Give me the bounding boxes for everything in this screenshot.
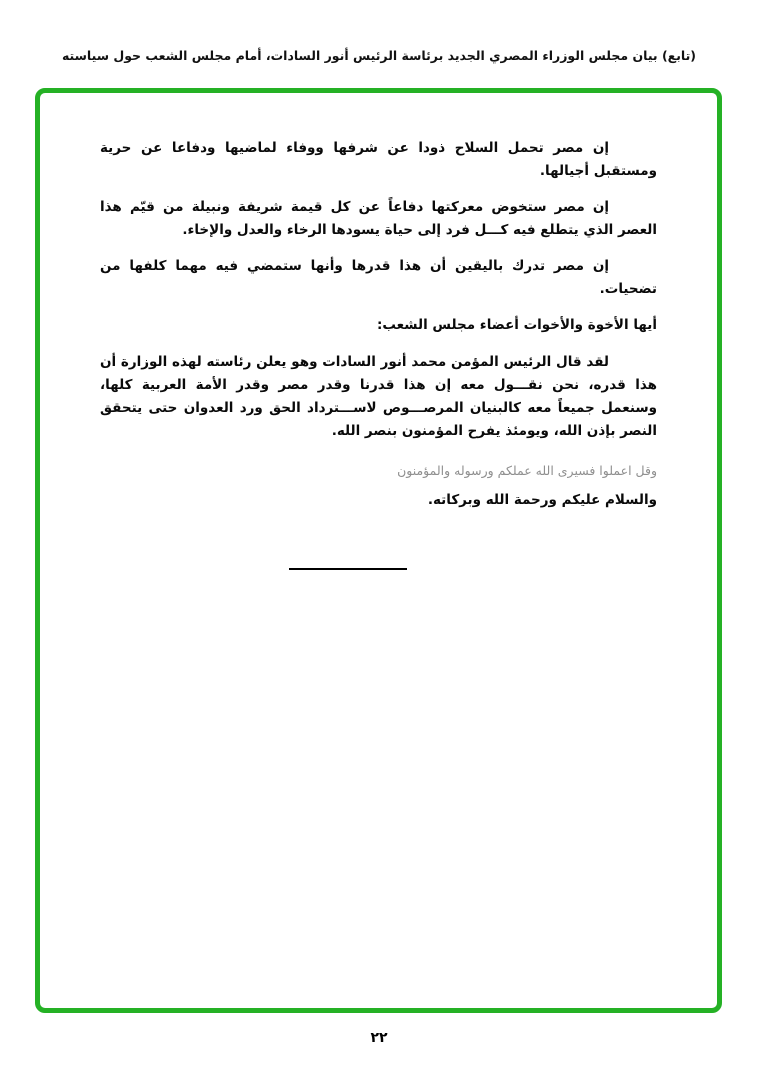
paragraph-1: إن مصر تحمل السلاح ذودا عن شرفها ووفاء لماضيها ودفاعا عن حرية ومستقبل أجيالها.	[100, 140, 657, 179]
green-border-frame	[35, 88, 722, 1013]
document-content	[40, 93, 717, 570]
section-heading: أيها الأخوة والأخوات أعضاء مجلس الشعب:	[376, 317, 657, 333]
paragraph-4: لقد قال الرئيس المؤمن محمد أنور السادات وهو يعلن رئاسته لهذه الوزارة أن هذا قدره، نحن نقـــول معه إن هذا قدرنا وقدر مصر وقدر الأمة العربية كلها، وسنعمل جميعاً معه كالبنيان المرصـــوص لاســـترداد الحق ورد العدوان حتى يتحقق النصر بإذن الله، ويومئذ يفرح المؤمنون بنصر الله.	[100, 354, 657, 439]
page-header: (تابع) بيان مجلس الوزراء المصري الجديد برئاسة الرئيس أنور السادات، أمام مجلس الشعب حول سياسته	[61, 48, 697, 63]
closing-salutation: والسلام عليكم ورحمة الله وبركاته.	[427, 492, 657, 508]
paragraph-3: إن مصر تدرك باليقين أن هذا قدرها وأنها ستمضي فيه مهما كلفها من تضحيات.	[100, 258, 657, 297]
paragraph-2: إن مصر ستخوض معركتها دفاعاً عن كل قيمة شريفة ونبيلة من قيّم هذا العصر الذي يتطلع فيه كـــل فرد إلى حياة يسودها الرخاء والعدل والإخاء.	[100, 199, 657, 238]
page-number: ٢٢	[370, 1030, 388, 1046]
quran-verse: وقل اعملوا فسيرى الله عملكم ورسوله والمؤمنون	[397, 463, 657, 478]
divider-line	[289, 568, 407, 570]
